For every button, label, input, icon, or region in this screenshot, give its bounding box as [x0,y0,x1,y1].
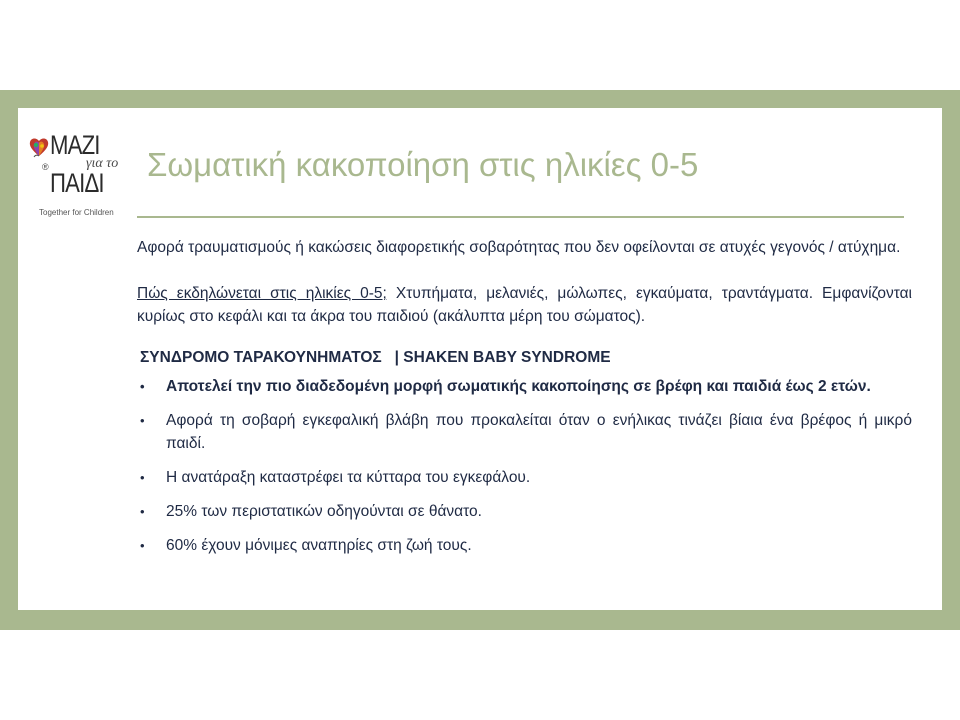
logo-registered: ® [42,162,49,172]
title-divider [137,216,904,218]
list-item [137,466,912,489]
logo-text-mazi: ΜΑΖΙ [50,130,100,160]
list-item [137,534,912,557]
bullet-icon: • [140,413,145,428]
syndrome-bullet-list [137,375,912,557]
signs-answer: Χτυπήματα, μελανιές, μώλωπες, εγκαύματα, τραντάγματα. Εμφανίζονται κυρίως στο κεφάλι και τα άκρα του παιδιού (ακάλυπτα μέρη του σώματος). [137,285,912,325]
bullet-text: Η ανατάραξη καταστρέφει τα κύτταρα του εγκεφάλου. [166,469,531,486]
list-item [137,500,912,523]
signs-question: Πώς εκδηλώνεται στις ηλικίες 0-5; [137,285,387,302]
logo-text-gia: για το [86,156,119,171]
bullet-text: 25% των περιστατικών οδηγούνται σε θάνατο. [166,503,482,520]
bullet-icon: • [140,379,145,394]
intro-paragraph: Αφορά τραυματισμούς ή κακώσεις διαφορετικής σοβαρότητας που δεν οφείλονται σε ατυχές γεγονός / ατύχημα. [137,239,901,256]
bullet-text: 60% έχουν μόνιμες αναπηρίες στη ζωή τους. [166,537,472,554]
syndrome-heading: ΣΥΝΔΡΟΜΟ ΤΑΡΑΚΟΥΝΗΜΑΤΟΣ | SHAKEN BABY SYNDROME [140,349,611,366]
slide-title: Σωματική κακοποίηση στις ηλικίες 0-5 [147,146,699,183]
bullet-icon: • [140,538,145,553]
heart-logo-icon [28,136,50,158]
list-item [137,375,912,398]
signs-paragraph [137,282,912,328]
logo-text-paidi: ΠΑΙΔΙ [50,168,104,198]
slide-content [137,236,912,568]
bullet-icon: • [140,470,145,485]
logo-tagline: Together for Children [39,208,114,217]
list-item [137,409,912,455]
bullet-text: Αφορά τη σοβαρή εγκεφαλική βλάβη που προκαλείται όταν ο ενήλικας τινάζει βίαια ένα βρέφος ή μικρό παιδί. [166,412,912,452]
bullet-icon: • [140,504,145,519]
logo [28,132,128,222]
bullet-text: Αποτελεί την πιο διαδεδομένη μορφή σωματικής κακοποίησης σε βρέφη και παιδιά έως 2 ετών. [166,378,871,395]
